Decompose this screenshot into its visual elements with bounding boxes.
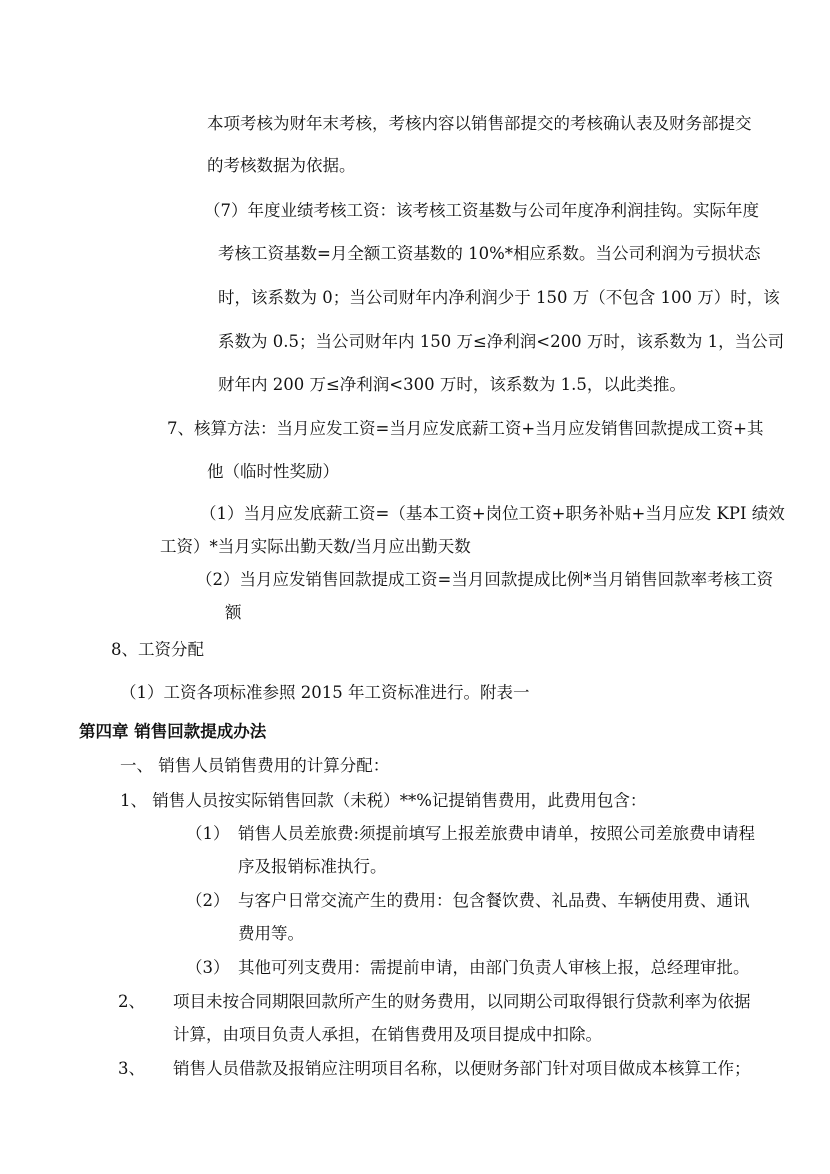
watermark [264, 381, 378, 519]
item-number: （3） [186, 958, 230, 977]
text-line: 系数为 0.5；当公司财年内 150 万≤净利润<200 万时，该系数为 1，当公司 [218, 332, 785, 351]
text-line: 额 [225, 603, 242, 622]
text-line: 工资）*当月实际出勤天数/当月应出勤天数 [160, 537, 471, 556]
text-line: 费用等。 [238, 924, 304, 943]
item-number: 3、 [118, 1059, 145, 1078]
text-line: （7）年度业绩考核工资：该考核工资基数与公司年度净利润挂钩。实际年度 [204, 201, 759, 220]
item-number: 2、 [118, 992, 145, 1011]
text-line: 他（临时性奖励） [207, 462, 339, 481]
text-line: 8、工资分配 [111, 640, 204, 659]
text-line: 1、 销售人员按实际销售回款（未税）**%记提销售费用，此费用包含： [120, 791, 647, 810]
text-line: （1）当月应发底薪工资=（基本工资+岗位工资+职务补贴+当月应发 KPI 绩效 [200, 504, 785, 523]
text-line: 7、核算方法：当月应发工资=当月应发底薪工资+当月应发销售回款提成工资+其 [167, 419, 764, 438]
text-line: 序及报销标准执行。 [238, 857, 387, 876]
text-line: 考核工资基数=月全额工资基数的 10%*相应系数。当公司利润为亏损状态 [218, 244, 761, 263]
chapter-heading: 第四章 销售回款提成办法 [79, 722, 267, 741]
text-line: 本项考核为财年末考核，考核内容以销售部提交的考核确认表及财务部提交 [207, 114, 752, 133]
item-number: （1） [186, 824, 230, 843]
text-line: 一、 销售人员销售费用的计算分配： [120, 756, 390, 775]
item-number: （2） [186, 891, 230, 910]
text-line: 销售人员差旅费:须提前填写上报差旅费申请单，按照公司差旅费申请程 [238, 824, 756, 843]
text-line: 时，该系数为 0；当公司财年内净利润少于 150 万（不包含 100 万）时，该 [218, 288, 780, 307]
text-line: 项目未按合同期限回款所产生的财务费用，以同期公司取得银行贷款利率为依据 [173, 992, 751, 1011]
text-line: 销售人员借款及报销应注明项目名称，以便财务部门针对项目做成本核算工作； [173, 1059, 751, 1078]
text-line: 计算，由项目负责人承担，在销售费用及项目提成中扣除。 [173, 1025, 602, 1044]
text-line: 与客户日常交流产生的费用：包含餐饮费、礼品费、车辆使用费、通讯 [238, 891, 750, 910]
text-line: 财年内 200 万≤净利润<300 万时，该系数为 1.5，以此类推。 [218, 375, 686, 394]
text-line: 其他可列支费用：需提前申请，由部门负责人审核上报，总经理审批。 [238, 958, 750, 977]
text-line: 的考核数据为依据。 [207, 156, 356, 175]
text-line: （1）工资各项标准参照 2015 年工资标准进行。附表一 [120, 683, 530, 702]
text-line: （2）当月应发销售回款提成工资=当月回款提成比例*当月销售回款率考核工资 [196, 570, 774, 589]
